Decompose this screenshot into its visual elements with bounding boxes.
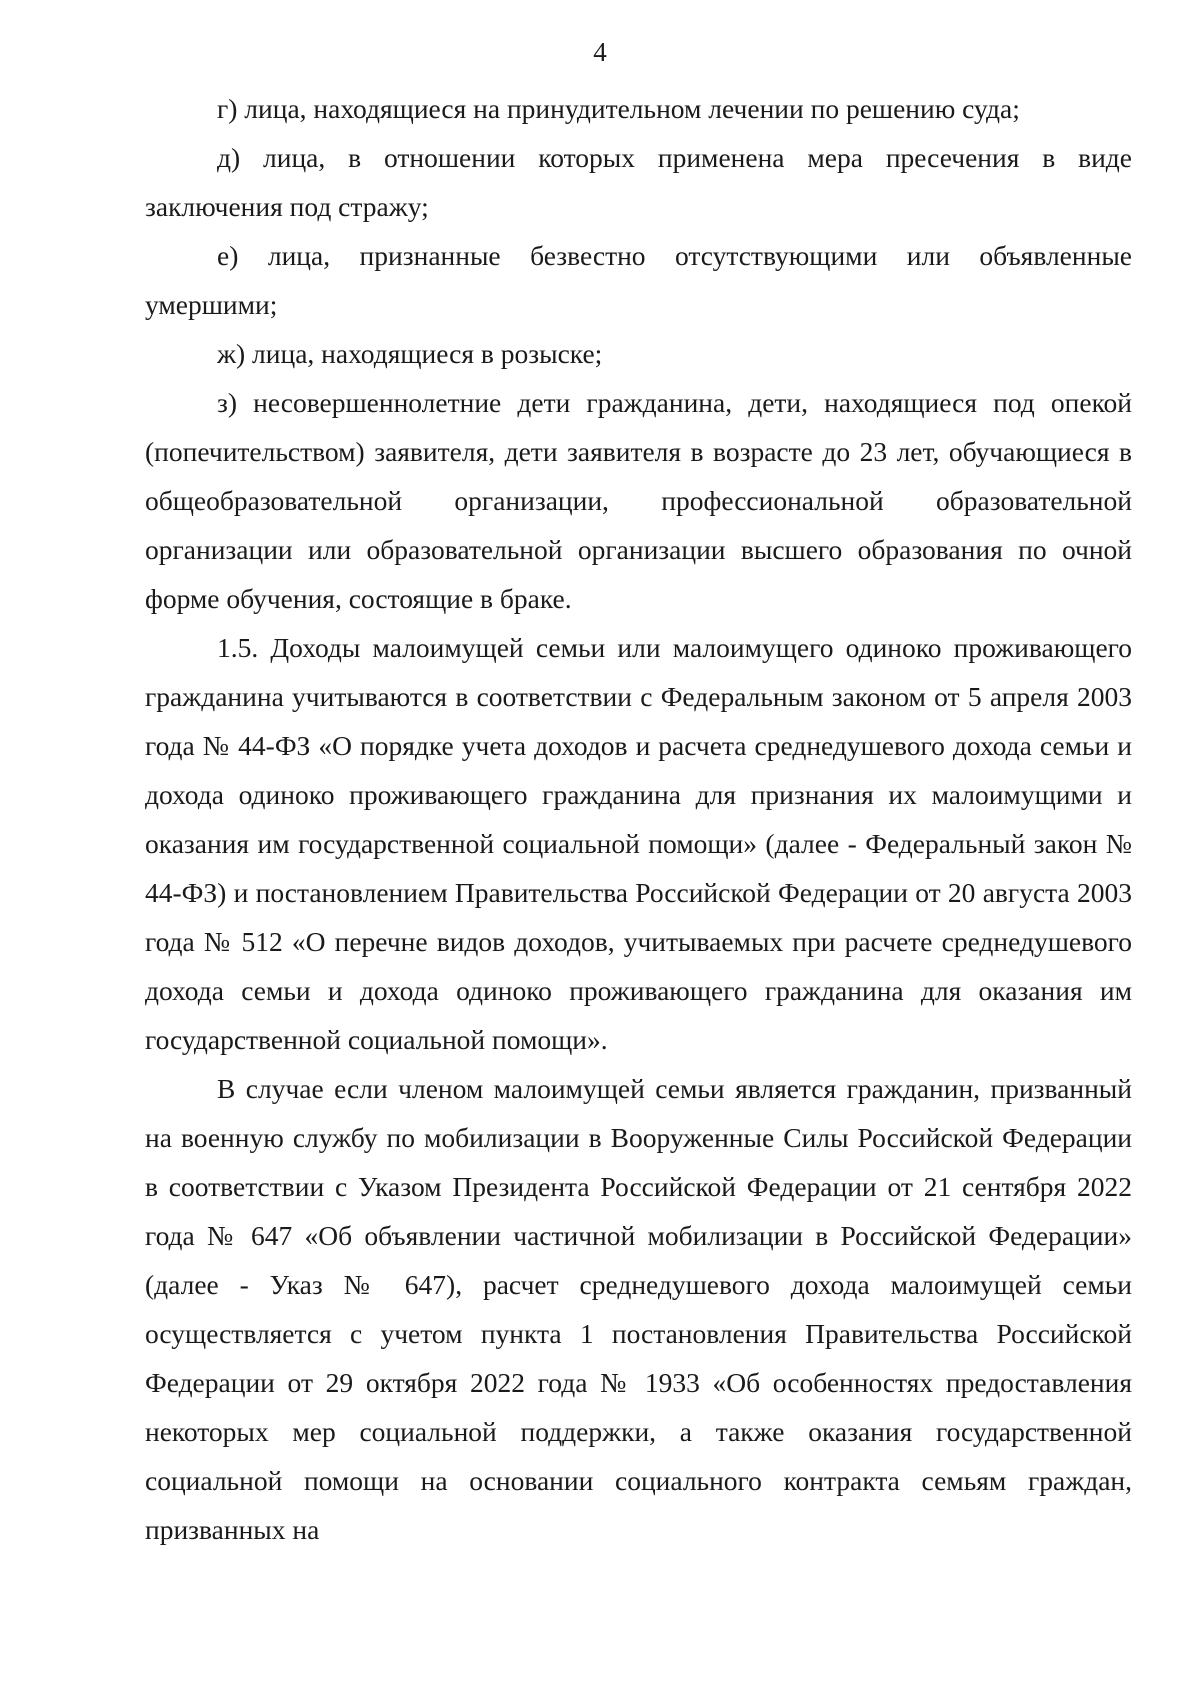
page-number: 4 (593, 37, 607, 67)
paragraph-item-z: з) несовершеннолетние дети гражданина, дети, находящиеся под опекой (попечительством) заявителя, дети заявителя в возрасте до 23 лет, обучающиеся в общеобразовательной организации, профессиональной образовательной организации или образовательной организации высшего образования по очной форме обучения, состоящие в браке. (145, 387, 1132, 614)
paragraph-item-d: д) лица, в отношении которых применена мера пресечения в виде заключения под стражу; (145, 142, 1132, 222)
paragraph-mobilization: В случае если членом малоимущей семьи является гражданин, призванный на военную службу по мобилизации в Вооруженные Силы Российской Федерации в соответствии с Указом Президента Российской Федерации от 21 сентября 2022 года № 647 «Об объявлении частичной мобилизации в Российской Федерации» (далее - Указ № 647), расчет среднедушевого дохода малоимущей семьи осуществляется с учетом пункта 1 постановления Правительства Российской Федерации от 29 октября 2022 года № 1933 «Об особенностях предоставления некоторых мер социальной поддержки, а также оказания государственной социальной помощи на основании социального контракта семьям граждан, призванных на (145, 1073, 1132, 1545)
paragraph-item-e: е) лица, признанные безвестно отсутствующими или объявленные умершими; (145, 240, 1132, 320)
paragraph-item-zh: ж) лица, находящиеся в розыске; (217, 338, 603, 369)
paragraph-section-1-5: 1.5. Доходы малоимущей семьи или малоимущего одиноко проживающего гражданина учитываются в соответствии с Федеральным законом от 5 апреля 2003 года № 44-ФЗ «О порядке учета доходов и расчета среднедушевого дохода семьи и дохода одиноко проживающего гражданина для признания их малоимущими и оказания им государственной социальной помощи» (далее - Федеральный закон № 44-ФЗ) и постановлением Правительства Российской Федерации от 20 августа 2003 года № 512 «О перечне видов доходов, учитываемых при расчете среднедушевого дохода семьи и дохода одиноко проживающего гражданина для оказания им государственной социальной помощи». (145, 632, 1132, 1055)
paragraph-item-g: г) лица, находящиеся на принудительном лечении по решению суда; (217, 93, 1020, 124)
document-body (145, 84, 1132, 1554)
